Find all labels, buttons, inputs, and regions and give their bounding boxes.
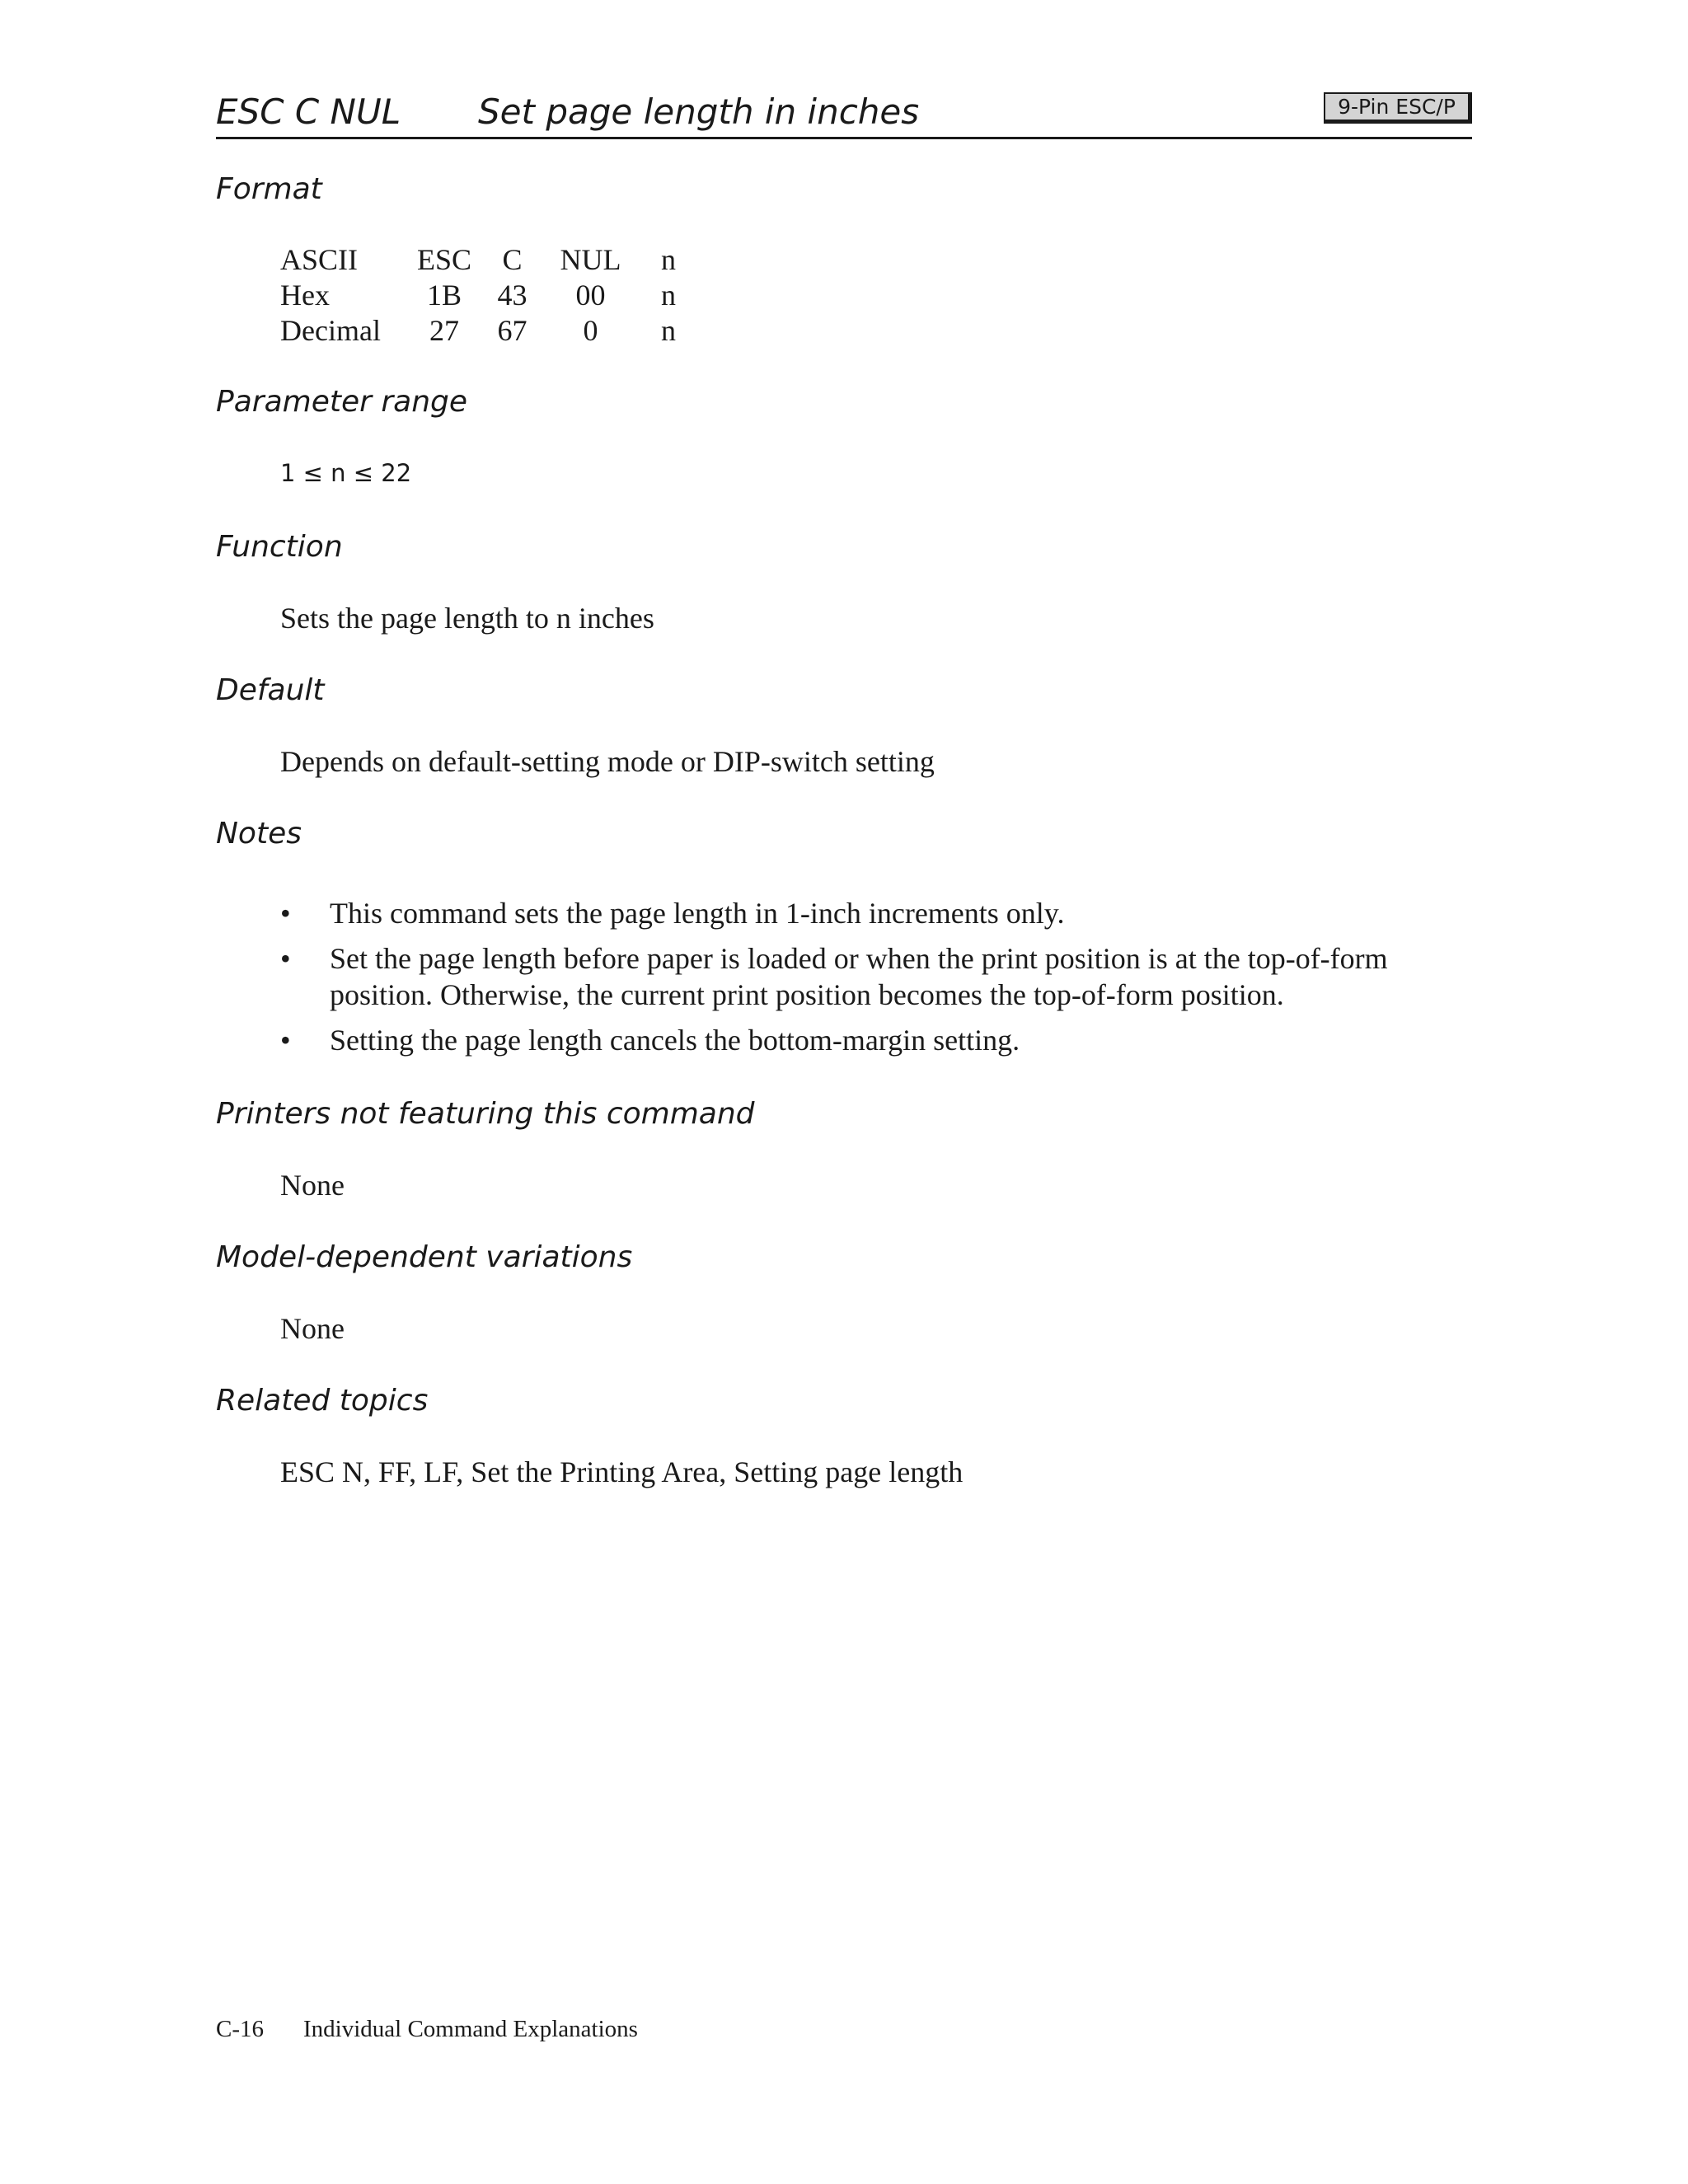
model-dependent-heading: Model-dependent variations bbox=[216, 1240, 633, 1274]
parameter-range-heading: Parameter range bbox=[216, 385, 468, 419]
row-label-hex: Hex bbox=[280, 279, 330, 312]
notes-list bbox=[280, 895, 1451, 1067]
page-footer bbox=[216, 2014, 638, 2044]
notes-heading: Notes bbox=[216, 817, 302, 851]
document-page bbox=[216, 0, 1472, 2184]
row-label-ascii: ASCII bbox=[280, 243, 359, 276]
related-topics-text: ESC N, FF, LF, Set the Printing Area, Setting page length bbox=[280, 1455, 964, 1488]
note-text: This command sets the page length in 1-inch increments only. bbox=[330, 897, 1065, 930]
page-title: Set page length in inches bbox=[478, 91, 920, 132]
table-cell: 1B bbox=[426, 279, 462, 312]
command-name: ESC C NUL bbox=[216, 91, 401, 132]
title-bar bbox=[216, 89, 1472, 139]
table-cell: NUL bbox=[560, 243, 621, 276]
table-cell: C bbox=[502, 243, 523, 276]
table-cell: n bbox=[661, 243, 676, 276]
note-text: Set the page length before paper is loaded or when the print position is at the top-of-form position. Otherwise, the current print position becomes the top-of-form position. bbox=[330, 942, 1388, 1011]
function-heading: Function bbox=[216, 530, 343, 564]
parameter-range-value: 1 ≤ n ≤ 22 bbox=[280, 459, 412, 487]
table-row bbox=[280, 278, 707, 313]
default-heading: Default bbox=[216, 673, 325, 707]
bullet-icon: • bbox=[280, 1024, 291, 1057]
page-number: C-16 bbox=[216, 2016, 264, 2042]
row-label-decimal: Decimal bbox=[280, 314, 381, 347]
format-table bbox=[280, 242, 707, 349]
default-text: Depends on default-setting mode or DIP-switch setting bbox=[280, 745, 935, 778]
list-item bbox=[280, 940, 1451, 1013]
model-dependent-text: None bbox=[280, 1312, 345, 1345]
table-cell: n bbox=[661, 314, 676, 347]
list-item bbox=[280, 1022, 1451, 1058]
bullet-icon: • bbox=[280, 942, 291, 975]
printers-not-featuring-heading: Printers not featuring this command bbox=[216, 1097, 755, 1131]
printers-not-featuring-text: None bbox=[280, 1169, 345, 1202]
table-cell: 27 bbox=[429, 314, 459, 347]
printer-type-badge: 9-Pin ESC/P bbox=[1324, 92, 1472, 124]
function-text: Sets the page length to n inches bbox=[280, 602, 654, 635]
table-cell: 67 bbox=[497, 314, 528, 347]
table-cell: 0 bbox=[583, 314, 598, 347]
table-cell: n bbox=[661, 279, 676, 312]
table-cell: 43 bbox=[497, 279, 528, 312]
table-row bbox=[280, 242, 707, 278]
related-topics-heading: Related topics bbox=[216, 1384, 429, 1418]
table-cell: ESC bbox=[416, 243, 472, 276]
bullet-icon: • bbox=[280, 897, 291, 930]
note-text: Setting the page length cancels the bottom-margin setting. bbox=[330, 1024, 1020, 1057]
table-cell: 00 bbox=[575, 279, 606, 312]
table-row bbox=[280, 313, 707, 349]
footer-section-title: Individual Command Explanations bbox=[303, 2016, 638, 2042]
format-heading: Format bbox=[216, 172, 322, 206]
list-item bbox=[280, 895, 1451, 931]
